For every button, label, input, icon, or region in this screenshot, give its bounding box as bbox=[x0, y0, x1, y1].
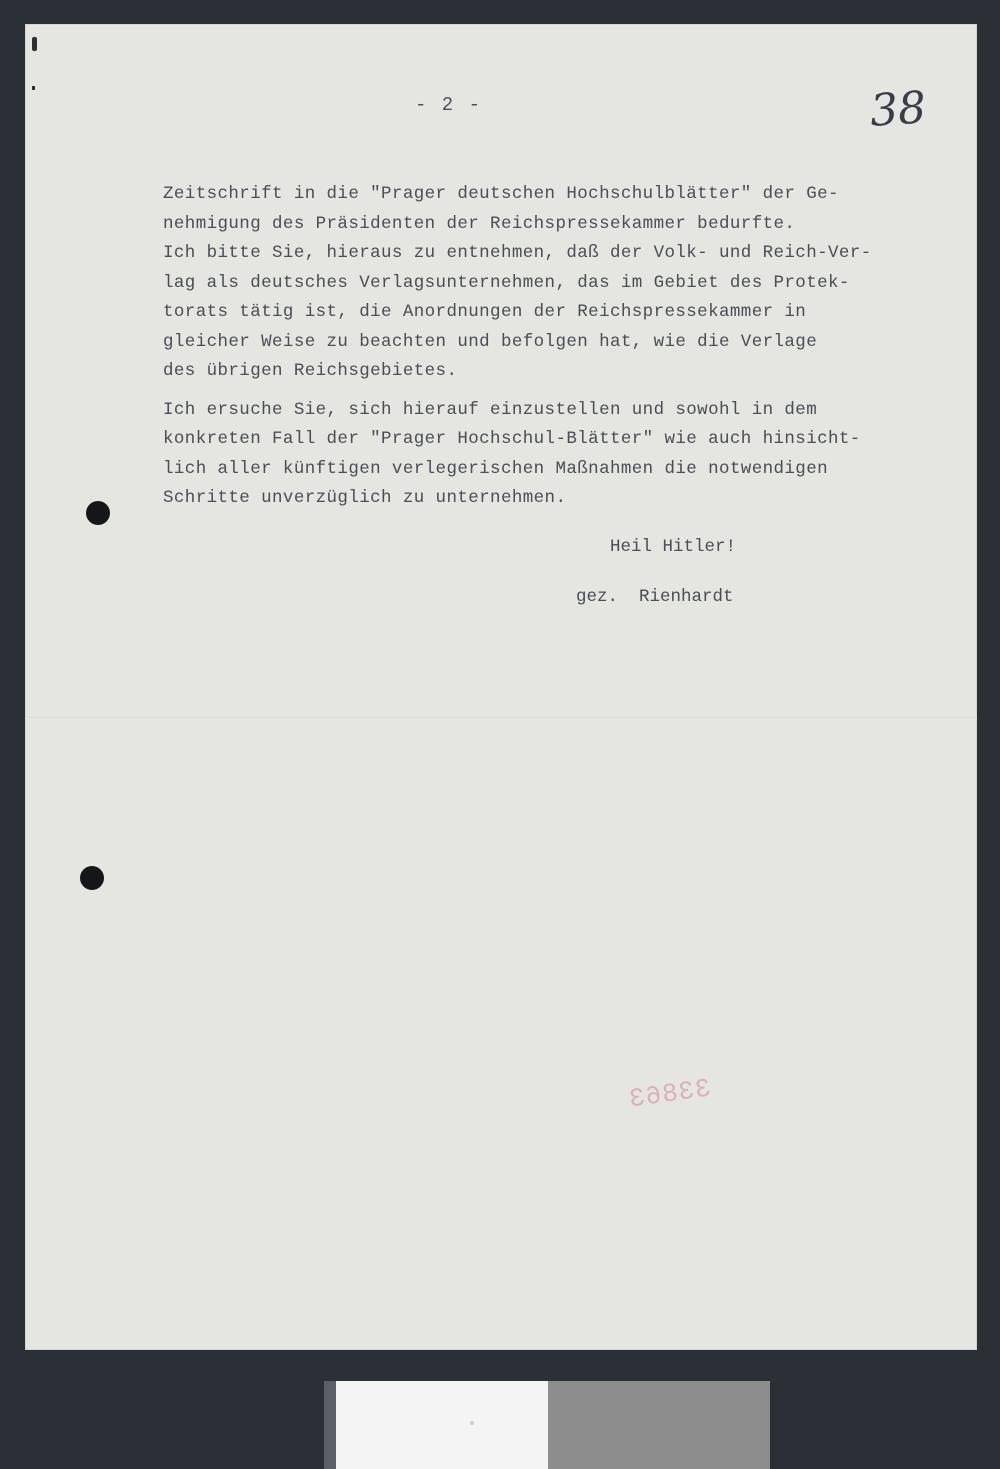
punch-hole bbox=[86, 501, 110, 525]
paragraph-2 bbox=[163, 396, 963, 514]
color-reference-card bbox=[324, 1381, 770, 1469]
archive-number: 38 bbox=[868, 82, 928, 137]
text-line: nehmigung des Präsidenten der Reichspressekammer bedurfte. bbox=[163, 213, 796, 234]
text-line: lich aller künftigen verlegerischen Maßnahmen die notwendigen bbox=[163, 458, 829, 479]
text-line: lag als deutsches Verlagsunternehmen, das im Gebiet des Protek- bbox=[163, 272, 850, 293]
text-line: Schritte unverzüglich zu unternehmen. bbox=[163, 488, 567, 508]
white-patch bbox=[336, 1381, 548, 1469]
card-dot bbox=[470, 1421, 474, 1425]
archive-stamp: 33863 bbox=[626, 1073, 713, 1115]
gray-patch bbox=[548, 1381, 770, 1469]
paper-fold bbox=[25, 717, 977, 719]
text-line: torats tätig ist, die Anordnungen der Reichspressekammer in bbox=[163, 302, 807, 322]
text-line: Ich bitte Sie, hieraus zu entnehmen, daß der Volk- und Reich-Ver- bbox=[163, 243, 872, 263]
edge-mark bbox=[32, 37, 37, 51]
punch-hole bbox=[80, 866, 104, 890]
document-page bbox=[25, 24, 977, 1350]
closing-salutation: Heil Hitler! bbox=[610, 537, 737, 557]
text-line: Ich ersuche Sie, sich hierauf einzustellen und sowohl in dem bbox=[163, 399, 818, 420]
page-number: - 2 - bbox=[415, 94, 483, 116]
text-line: gleicher Weise zu beachten und befolgen hat, wie die Verlage bbox=[163, 331, 818, 352]
edge-mark bbox=[32, 86, 35, 90]
paragraph-1 bbox=[163, 180, 963, 387]
text-line: des übrigen Reichsgebietes. bbox=[163, 361, 458, 381]
text-line: konkreten Fall der "Prager Hochschul-Blätter" wie auch hinsicht- bbox=[163, 429, 861, 449]
letter-body bbox=[163, 180, 963, 523]
signature: gez. Rienhardt bbox=[576, 587, 734, 607]
text-line: Zeitschrift in die "Prager deutschen Hochschulblätter" der Ge- bbox=[163, 184, 839, 204]
